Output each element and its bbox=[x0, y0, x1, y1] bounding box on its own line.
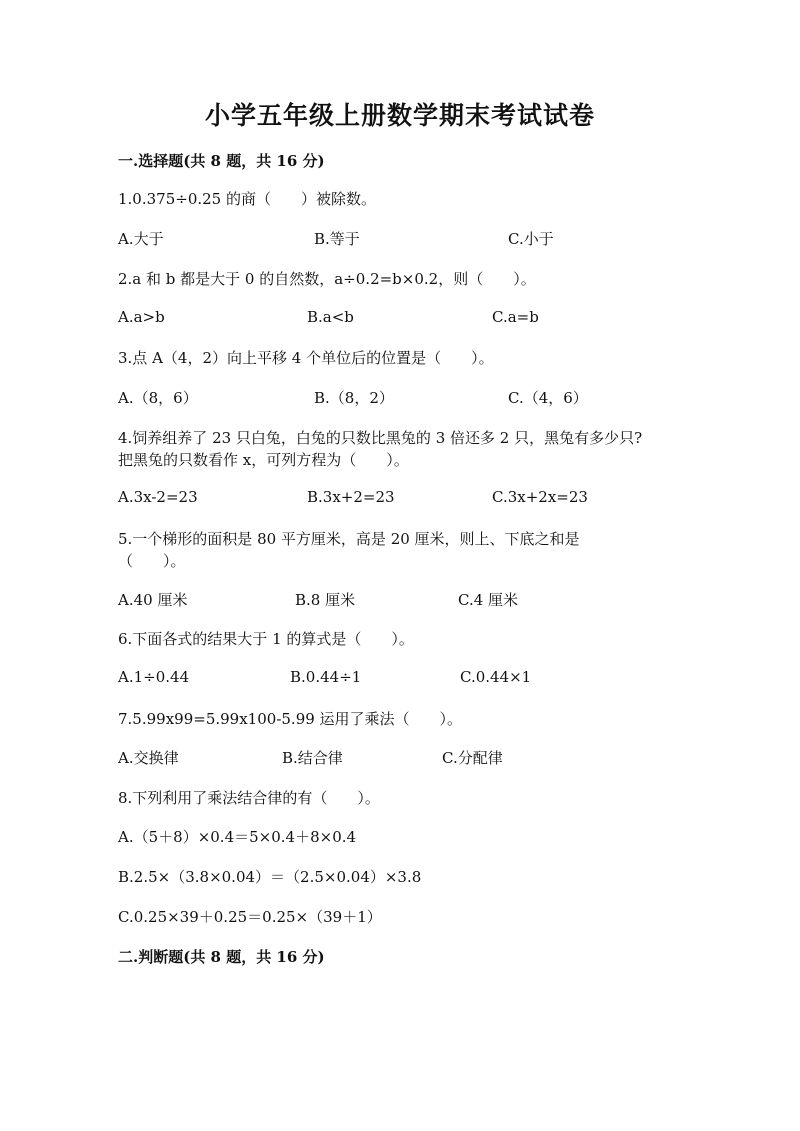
question-5-line-1: 5.一个梯形的面积是 80 平方厘米，高是 20 厘米，则上、下底之和是 bbox=[118, 530, 580, 548]
question-1-option-b: B.等于 bbox=[314, 230, 360, 248]
question-3: 3.点 A（4，2）向上平移 4 个单位后的位置是（ ）。 bbox=[118, 349, 494, 367]
question-3-option-a: A.（8，6） bbox=[118, 389, 198, 407]
question-4-option-a: A.3x-2=23 bbox=[118, 488, 198, 506]
question-7-option-b: B.结合律 bbox=[282, 749, 343, 767]
page-title: 小学五年级上册数学期末考试试卷 bbox=[204, 101, 595, 130]
question-3-option-c: C.（4，6） bbox=[508, 389, 588, 407]
question-1: 1.0.375÷0.25 的商（ ）被除数。 bbox=[118, 190, 376, 208]
question-5-option-a: A.40 厘米 bbox=[118, 591, 188, 609]
question-1-option-c: C.小于 bbox=[508, 230, 554, 248]
question-4-line-2: 把黑兔的只数看作 x，可列方程为（ ）。 bbox=[118, 451, 409, 469]
question-1-option-a: A.大于 bbox=[118, 230, 164, 248]
question-4-option-c: C.3x+2x=23 bbox=[492, 488, 588, 506]
question-7-option-a: A.交换律 bbox=[118, 749, 179, 767]
question-5-line-2: （ ）。 bbox=[118, 552, 186, 570]
question-5-option-b: B.8 厘米 bbox=[295, 591, 356, 609]
question-6-option-a: A.1÷0.44 bbox=[118, 668, 190, 686]
section-heading-true-false: 二.判断题(共 8 题，共 16 分) bbox=[118, 948, 325, 966]
question-8-option-c: C.0.25×39＋0.25＝0.25×（39＋1） bbox=[118, 908, 382, 926]
section-heading-choice: 一.选择题(共 8 题，共 16 分) bbox=[118, 152, 325, 170]
question-8-option-b: B.2.5×（3.8×0.04）＝（2.5×0.04）×3.8 bbox=[118, 868, 422, 886]
question-2-option-a: A.a>b bbox=[118, 308, 165, 326]
question-6: 6.下面各式的结果大于 1 的算式是（ ）。 bbox=[118, 630, 414, 648]
question-4-option-b: B.3x+2=23 bbox=[307, 488, 395, 506]
question-7: 7.5.99x99=5.99x100-5.99 运用了乘法（ ）。 bbox=[118, 710, 463, 728]
question-8: 8.下列利用了乘法结合律的有（ ）。 bbox=[118, 789, 380, 807]
question-6-option-c: C.0.44×1 bbox=[460, 668, 532, 686]
question-4-line-1: 4.饲养组养了 23 只白兔，白兔的只数比黑兔的 3 倍还多 2 只，黑兔有多少只? bbox=[118, 429, 643, 447]
question-5-option-c: C.4 厘米 bbox=[458, 591, 519, 609]
question-2-option-c: C.a=b bbox=[492, 308, 539, 326]
question-3-option-b: B.（8，2） bbox=[314, 389, 394, 407]
question-2: 2.a 和 b 都是大于 0 的自然数，a÷0.2=b×0.2，则（ ）。 bbox=[118, 270, 536, 288]
question-6-option-b: B.0.44÷1 bbox=[290, 668, 362, 686]
question-2-option-b: B.a<b bbox=[307, 308, 354, 326]
question-7-option-c: C.分配律 bbox=[442, 749, 503, 767]
question-8-option-a: A.（5＋8）×0.4＝5×0.4＋8×0.4 bbox=[118, 828, 357, 846]
